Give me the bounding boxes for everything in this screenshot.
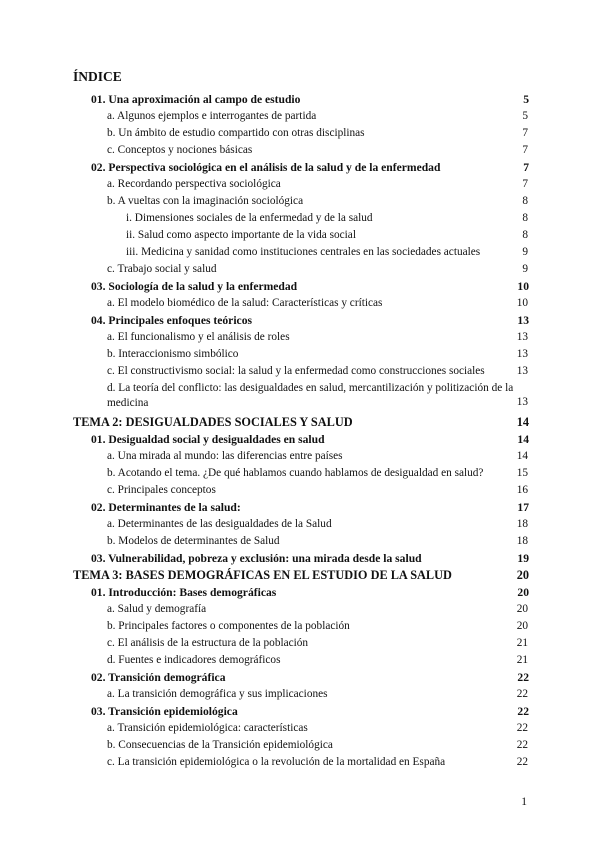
- toc-entry-page: 22: [517, 705, 529, 718]
- toc-subsection[interactable]: [0, 380, 600, 414]
- toc-entry-page: 9: [522, 263, 528, 275]
- toc-entry-text: a. El modelo biomédico de la salud: Características y críticas: [107, 297, 383, 309]
- toc-subsection[interactable]: [0, 635, 600, 652]
- toc-subsection[interactable]: [0, 108, 600, 125]
- toc-entry-page: 21: [516, 637, 528, 649]
- toc-entry-page: 10: [517, 280, 529, 293]
- toc-entry-page: 7: [522, 178, 528, 190]
- toc-subsection[interactable]: [0, 125, 600, 142]
- toc-entry-text: d. Fuentes e indicadores demográficos: [107, 654, 281, 666]
- toc-subsection[interactable]: [0, 346, 600, 363]
- toc-entry-text: i. Dimensiones sociales de la enfermedad y de la salud: [126, 212, 373, 224]
- index-title: ÍNDICE: [73, 69, 122, 84]
- toc-subsection[interactable]: [0, 193, 600, 210]
- toc-subsection[interactable]: [0, 142, 600, 159]
- toc-section[interactable]: [0, 278, 600, 295]
- toc-subsection[interactable]: [0, 465, 600, 482]
- toc-entry-page: 13: [516, 365, 528, 377]
- toc-entry-text: c. La transición epidemiológica o la revolución de la mortalidad en España: [107, 756, 446, 768]
- toc-section[interactable]: [0, 91, 600, 108]
- toc-entry-page: 20: [516, 620, 528, 632]
- toc-subsection[interactable]: [0, 601, 600, 618]
- toc-entry-text: b. Modelos de determinantes de Salud: [107, 535, 280, 547]
- toc-subsection[interactable]: [0, 618, 600, 635]
- toc-entry-page: 22: [516, 688, 528, 700]
- toc-entry-text: 02. Perspectiva sociológica en el análisis de la salud y de la enfermedad: [91, 161, 441, 174]
- toc-subsection[interactable]: [0, 686, 600, 703]
- toc-subsection[interactable]: [0, 652, 600, 669]
- toc-entry-text: b. Un ámbito de estudio compartido con otras disciplinas: [107, 127, 365, 139]
- page-number: 1: [521, 796, 527, 808]
- toc-entry-text: b. Principales factores o componentes de la población: [107, 620, 350, 632]
- toc-entry-text: 03. Transición epidemiológica: [91, 705, 238, 718]
- toc-entry-text: 02. Transición demográfica: [91, 671, 226, 684]
- toc-section[interactable]: [0, 703, 600, 720]
- toc-entry-page: 20: [516, 568, 529, 582]
- toc-entry-text: b. A vueltas con la imaginación sociológica: [107, 195, 304, 207]
- toc-entry-page: 21: [516, 654, 528, 666]
- toc-section[interactable]: [0, 159, 600, 176]
- toc-entry-page: 8: [522, 229, 528, 241]
- toc-entry-page: 18: [516, 535, 528, 547]
- toc-entry-text: a. El funcionalismo y el análisis de roles: [107, 331, 290, 343]
- toc-subsection[interactable]: [0, 737, 600, 754]
- toc-subsection[interactable]: [0, 261, 600, 278]
- toc-entry-text: a. Salud y demografía: [107, 603, 207, 615]
- toc-entry-page: 22: [517, 671, 529, 684]
- toc-subsection[interactable]: [0, 295, 600, 312]
- toc-entry-page: 7: [523, 161, 529, 174]
- toc-subsection[interactable]: [0, 176, 600, 193]
- toc-subsection[interactable]: [0, 329, 600, 346]
- toc-subsection[interactable]: [0, 720, 600, 737]
- toc-entry-text: c. Trabajo social y salud: [107, 263, 217, 275]
- toc-subsection[interactable]: [0, 516, 600, 533]
- toc-entry-page: 7: [522, 144, 528, 156]
- toc-entry-text: b. Interaccionismo simbólico: [107, 348, 239, 360]
- toc-subsection[interactable]: [0, 754, 600, 771]
- toc-entry-text: iii. Medicina y sanidad como instituciones centrales en las sociedades actuales: [126, 246, 481, 258]
- toc-subsection[interactable]: [0, 227, 600, 244]
- toc-entry-text: 01. Una aproximación al campo de estudio: [91, 93, 301, 106]
- toc-entry-text: b. Consecuencias de la Transición epidemiológica: [107, 739, 333, 751]
- toc-section[interactable]: [0, 669, 600, 686]
- toc-subsection[interactable]: [0, 482, 600, 499]
- toc-section[interactable]: [0, 312, 600, 329]
- toc-subsection[interactable]: [0, 448, 600, 465]
- toc-entry-page: 18: [516, 518, 528, 530]
- toc-entry-page: 9: [522, 246, 528, 258]
- toc-entry-page: 22: [516, 756, 528, 768]
- toc-chapter[interactable]: [0, 414, 600, 431]
- toc-entry-page: 8: [522, 195, 528, 207]
- toc-entry-page: 14: [516, 415, 529, 429]
- toc-subsection[interactable]: [0, 210, 600, 227]
- toc-entry-page: 13: [517, 314, 529, 327]
- toc-entry-text: a. Recordando perspectiva sociológica: [107, 178, 281, 190]
- toc-entry-page: 22: [516, 739, 528, 751]
- toc-entry-page: 5: [522, 110, 528, 122]
- toc-entry-page: 20: [516, 603, 528, 615]
- toc-entry-page: 15: [516, 467, 528, 479]
- toc-section[interactable]: [0, 550, 600, 567]
- toc-entry-text: 02. Determinantes de la salud:: [91, 501, 241, 514]
- toc-entry-text: TEMA 3: BASES DEMOGRÁFICAS EN EL ESTUDIO DE LA SALUD: [73, 568, 452, 582]
- toc-entry-text: c. Conceptos y nociones básicas: [107, 144, 253, 156]
- toc-entry-text: a. Transición epidemiológica: características: [107, 722, 308, 734]
- toc-entry-text: a. Una mirada al mundo: las diferencias entre países: [107, 450, 343, 462]
- toc-entry-text: c. El análisis de la estructura de la población: [107, 637, 309, 649]
- toc-entry-page: 10: [516, 297, 528, 309]
- toc-section[interactable]: [0, 499, 600, 516]
- toc-entry-text: c. El constructivismo social: la salud y la enfermedad como construcciones sociales: [107, 365, 485, 377]
- toc-subsection[interactable]: [0, 363, 600, 380]
- toc-entry-text: TEMA 2: DESIGUALDADES SOCIALES Y SALUD: [73, 415, 353, 429]
- toc-entry-page: 7: [522, 127, 528, 139]
- toc-section[interactable]: [0, 431, 600, 448]
- toc-entry-page: 8: [522, 212, 528, 224]
- toc-entry-page: 13: [516, 331, 528, 343]
- toc-entry-text: ii. Salud como aspecto importante de la vida social: [126, 229, 356, 241]
- toc-subsection[interactable]: [0, 533, 600, 550]
- toc-entry-page: 14: [517, 433, 529, 446]
- toc-entry-text: c. Principales conceptos: [107, 484, 216, 496]
- toc-entry-page: 16: [516, 484, 528, 496]
- toc-entry-page: 13: [516, 396, 528, 408]
- toc-entry-text: b. Acotando el tema. ¿De qué hablamos cuando hablamos de desigualdad en salud?: [107, 467, 484, 479]
- toc-entry-text: 03. Sociología de la salud y la enfermedad: [91, 280, 298, 293]
- toc-subsection[interactable]: [0, 244, 600, 261]
- toc-entry-page: 13: [516, 348, 528, 360]
- toc-entry-text: a. Determinantes de las desigualdades de la Salud: [107, 518, 332, 530]
- toc-chapter[interactable]: [0, 567, 600, 584]
- toc-entry-text: d. La teoría del conflicto: las desigualdades en salud, mercantilización y politización de la medicina: [107, 382, 514, 409]
- toc-entry-text: a. La transición demográfica y sus implicaciones: [107, 688, 328, 700]
- toc-entry-text: 01. Desigualdad social y desigualdades en salud: [91, 433, 325, 446]
- toc-section[interactable]: [0, 584, 600, 601]
- toc-entry-text: 04. Principales enfoques teóricos: [91, 314, 253, 327]
- toc-entry-text: 01. Introducción: Bases demográficas: [91, 586, 277, 599]
- toc-entry-page: 19: [517, 552, 529, 565]
- toc-entry-text: a. Algunos ejemplos e interrogantes de partida: [107, 110, 317, 122]
- toc-entry-page: 17: [517, 501, 529, 514]
- toc-entry-page: 14: [516, 450, 528, 462]
- toc-entry-page: 5: [523, 93, 529, 106]
- toc-entry-page: 20: [517, 586, 529, 599]
- toc-entry-text: 03. Vulnerabilidad, pobreza y exclusión: una mirada desde la salud: [91, 552, 422, 565]
- toc-entry-page: 22: [516, 722, 528, 734]
